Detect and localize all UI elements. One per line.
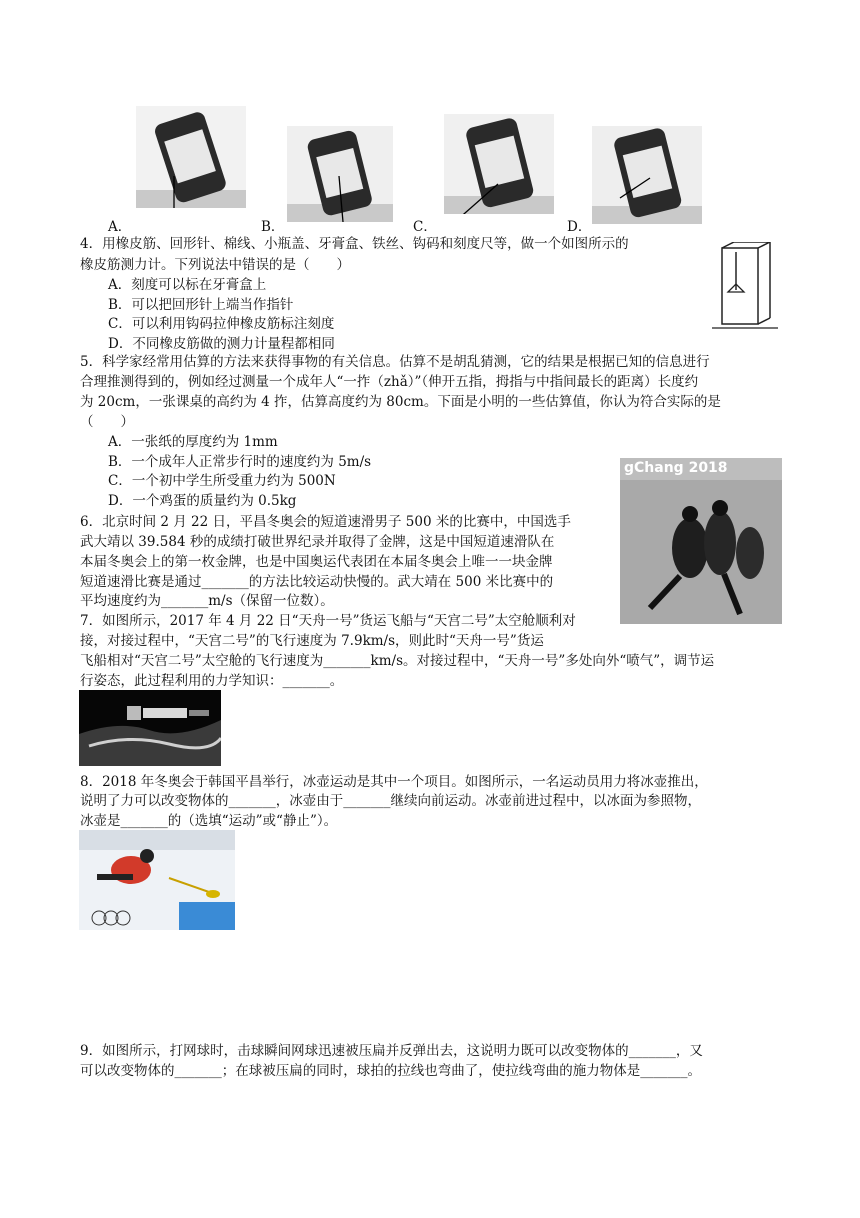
q5-stem-line-1: 5．科学家经常用估算的方法来获得事物的有关信息。估算不是胡乱猜测，它的结果是根据已知的信息进行: [80, 354, 710, 370]
option-d-label: D．: [567, 219, 592, 235]
can-drawing-d: [592, 126, 702, 224]
can-photo-d: [592, 126, 702, 224]
q5-stem-line-3: 为 20cm，一张课桌的高约为 4 拃，估算高度约为 80cm。下面是小明的一些估算值，你认为符合实际的是: [80, 394, 721, 410]
can-photo-c: [444, 114, 554, 214]
q5-option-a: A．一张纸的厚度约为 1mm: [108, 434, 278, 450]
q4-option-c: C．可以利用钩码拉伸橡皮筋标注刻度: [108, 316, 335, 332]
option-a-label: A．: [108, 219, 132, 235]
q7-line-2: 接，对接过程中，“天宫二号”的飞行速度为 7.9km/s，则此时“天舟一号”货运: [80, 633, 544, 649]
q6-line-5: 平均速度约为_______m/s（保留一位数）。: [80, 593, 334, 609]
photo-caption: gChang 2018: [624, 460, 728, 476]
spacecraft-docking-photo: [79, 690, 221, 766]
q8-line-3: 冰壶是_______的（选填“运动”或“静止”）。: [80, 813, 338, 829]
q7-line-4: 行姿态，此过程利用的力学知识：_______。: [80, 673, 344, 689]
q9-line-1: 9．如图所示，打网球时，击球瞬间网球迅速被压扁并反弹出去，这说明力既可以改变物体的_______，又: [80, 1043, 703, 1059]
q8-line-2: 说明了力可以改变物体的_______，冰壶由于_______继续向前运动。冰壶前进过程中，以冰面为参照物，: [80, 793, 701, 809]
q6-line-2: 武大靖以 39.584 秒的成绩打破世界纪录并取得了金牌，这是中国短道速滑队在: [80, 534, 555, 550]
q5-option-d: D．一个鸡蛋的质量约为 0.5kg: [108, 493, 297, 509]
can-photo-b: [287, 126, 393, 222]
q6-line-3: 本届冬奥会上的第一枚金牌，也是中国奥运代表团在本届冬奥会上唯一一块金牌: [80, 554, 553, 570]
q4-option-b: B．可以把回形针上端当作指针: [108, 297, 294, 313]
q6-line-1: 6．北京时间 2 月 22 日，平昌冬奥会的短道速滑男子 500 米的比赛中，中国选手: [80, 514, 571, 530]
rubber-band-scale-figure: [712, 242, 778, 334]
q5-stem-line-4: （ ）: [80, 414, 134, 430]
can-drawing-b: [287, 126, 393, 222]
q4-option-d: D．不同橡皮筋做的测力计量程都相同: [108, 336, 335, 352]
q7-line-3: 飞船相对“天宫二号”太空舱的飞行速度为_______km/s。对接过程中，“天舟一号”多处向外“喷气”，调节运: [80, 653, 715, 669]
q4-stem-line-1: 4．用橡皮筋、回形针、棉线、小瓶盖、牙膏盒、铁丝、钩码和刻度尺等，做一个如图所示的: [80, 236, 629, 252]
q5-option-b: B．一个成年人正常步行时的速度约为 5m/s: [108, 454, 372, 470]
curling-photo: [79, 830, 235, 930]
option-c-label: C．: [413, 219, 437, 235]
q5-option-c: C．一个初中学生所受重力约为 500N: [108, 473, 336, 489]
q6-line-4: 短道速滑比赛是通过_______的方法比较运动快慢的。武大靖在 500 米比赛中的: [80, 574, 554, 590]
q7-line-1: 7．如图所示，2017 年 4 月 22 日“天舟一号”货运飞船与“天宫二号”太空舱顺利对: [80, 613, 576, 629]
can-photo-a: [136, 106, 246, 208]
q9-line-2: 可以改变物体的_______；在球被压扁的同时，球拍的拉线也弯曲了，使拉线弯曲的施力物体是_______。: [80, 1063, 701, 1079]
speed-skating-photo: [620, 458, 782, 624]
can-drawing-c: [444, 114, 554, 214]
q4-option-a: A．刻度可以标在牙膏盒上: [108, 277, 267, 293]
can-drawing-a: [136, 106, 246, 208]
option-b-label: B．: [261, 219, 285, 235]
q5-stem-line-2: 合理推测得到的，例如经过测量一个成年人“一拃（zhǎ）”（伸开五指，拇指与中指间最长的距离）长度约: [80, 374, 699, 390]
q8-line-1: 8．2018 年冬奥会于韩国平昌举行，冰壶运动是其中一个项目。如图所示，一名运动员用力将冰壶推出，: [80, 774, 708, 790]
q4-stem-line-2: 橡皮筋测力计。下列说法中错误的是（ ）: [80, 257, 350, 273]
